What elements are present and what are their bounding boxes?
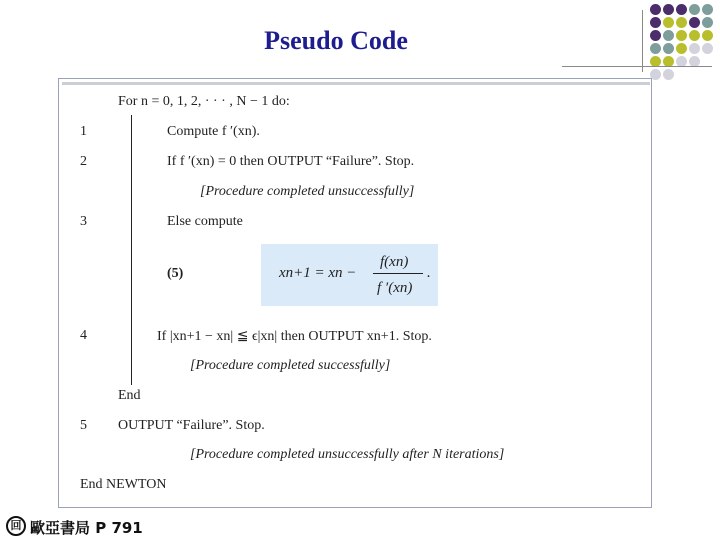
step-3-text: Else compute (167, 214, 243, 229)
frame-top-rule (62, 82, 650, 85)
dot (663, 43, 674, 54)
page-title: Pseudo Code (264, 26, 408, 55)
footer-reference: 歐亞書局 P 791 (30, 519, 143, 537)
dot (650, 30, 661, 41)
decorative-vertical-line (642, 10, 643, 72)
dot (702, 43, 713, 54)
step-number: 4 (80, 328, 87, 343)
step-1-text: Compute f ′(xn). (167, 124, 260, 139)
equation-lhs: xn+1 = xn − (279, 265, 357, 281)
dot (676, 30, 687, 41)
dot (663, 30, 674, 41)
end-newton: End NEWTON (80, 477, 167, 492)
dot (689, 4, 700, 15)
dot (650, 17, 661, 28)
dot (676, 4, 687, 15)
equation-label: (5) (167, 266, 184, 281)
step-number: 1 (80, 124, 87, 139)
decorative-horizontal-line (562, 66, 712, 67)
dot (663, 4, 674, 15)
step-2-note: [Procedure completed unsuccessfully] (200, 184, 415, 199)
loop-header: For n = 0, 1, 2, · · · , N − 1 do: (118, 94, 290, 109)
equation-numerator: f(xn) (380, 254, 409, 270)
dot (689, 30, 700, 41)
dot (663, 17, 674, 28)
step-number: 5 (80, 418, 87, 433)
step-4-note: [Procedure completed successfully] (190, 358, 391, 373)
dot (663, 69, 674, 80)
step-5-note: [Procedure completed unsuccessfully after N iterations] (190, 447, 505, 462)
equation-denominator: f ′(xn) (377, 280, 413, 296)
step-5-text: OUTPUT “Failure”. Stop. (118, 418, 265, 433)
dot (676, 43, 687, 54)
loop-end: End (118, 388, 141, 403)
step-number: 2 (80, 154, 87, 169)
fraction-bar (373, 273, 423, 274)
dot (689, 17, 700, 28)
dot (689, 43, 700, 54)
dot (676, 17, 687, 28)
loop-bracket-line (131, 115, 132, 385)
step-2-text: If f ′(xn) = 0 then OUTPUT “Failure”. Stop. (167, 154, 415, 169)
publisher-logo-icon: 回 (6, 516, 26, 536)
step-4-text: If |xn+1 − xn| ≦ ϵ|xn| then OUTPUT xn+1. Stop. (157, 329, 432, 344)
equation-period: . (427, 265, 431, 281)
dot (650, 43, 661, 54)
dot (650, 4, 661, 15)
step-number: 3 (80, 214, 87, 229)
dot (702, 17, 713, 28)
dot (702, 30, 713, 41)
dot (702, 4, 713, 15)
